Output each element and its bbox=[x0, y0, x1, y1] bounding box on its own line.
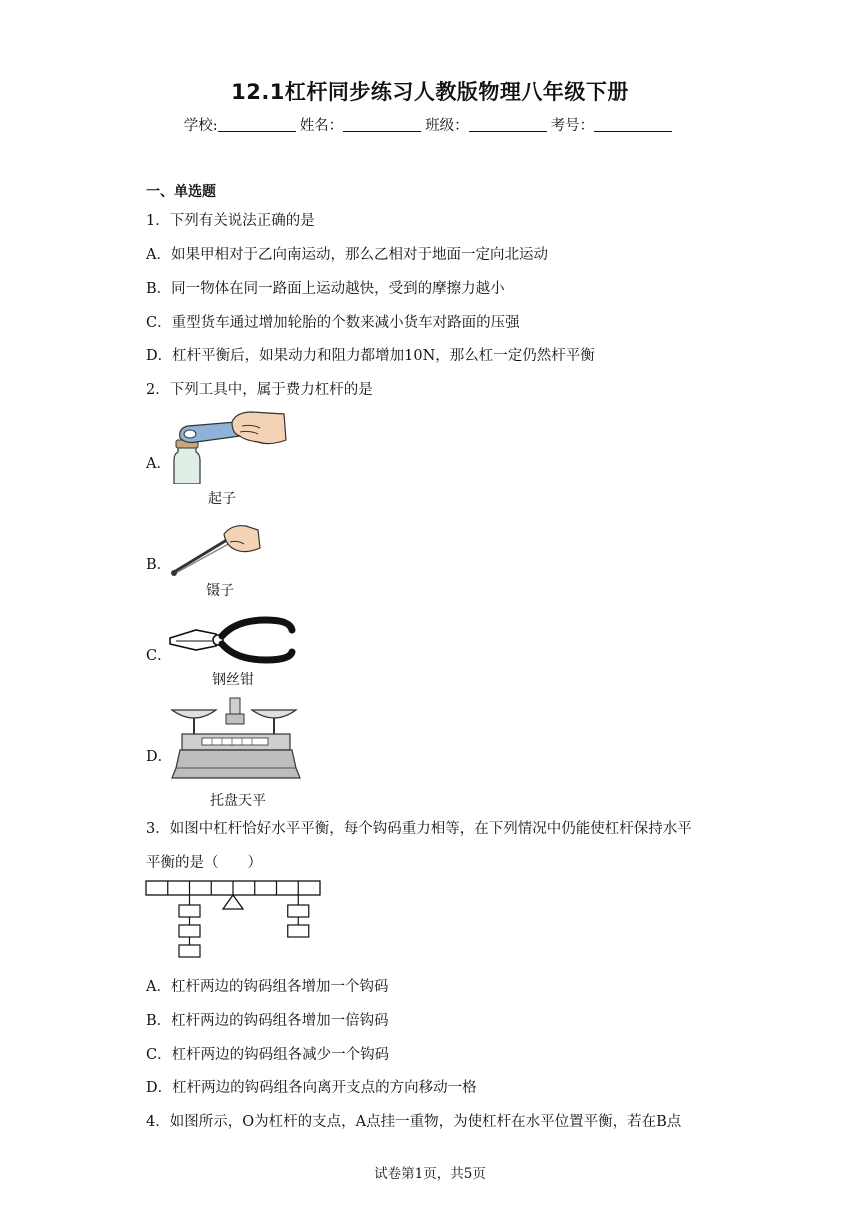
q1-option-b: B．同一物体在同一路面上运动越快，受到的摩擦力越小 bbox=[146, 281, 505, 297]
q3-option-d: D．杠杆两边的钩码组各向离开支点的方向移动一格 bbox=[146, 1080, 477, 1096]
school-blank[interactable] bbox=[218, 117, 296, 132]
q1-option-c: C．重型货车通过增加轮胎的个数来减小货车对路面的压强 bbox=[146, 315, 520, 331]
school-label: 学校: bbox=[183, 118, 218, 134]
name-label: 姓名： bbox=[299, 118, 344, 134]
class-label: 班级： bbox=[425, 118, 469, 134]
bottle-opener-figure bbox=[166, 410, 292, 484]
q3-option-b: B．杠杆两边的钩码组各增加一倍钩码 bbox=[146, 1013, 389, 1029]
q2-option-a-label: A． bbox=[146, 456, 171, 472]
q2-option-b-caption: 镊子 bbox=[206, 583, 234, 599]
balance-figure bbox=[166, 694, 306, 788]
q2-option-a-caption: 起子 bbox=[208, 491, 236, 507]
class-blank[interactable] bbox=[469, 117, 547, 132]
number-label: 考号： bbox=[550, 118, 595, 134]
tweezers-figure bbox=[166, 522, 262, 578]
page-footer: 试卷第1页，共5页 bbox=[374, 1166, 486, 1182]
q3-stem-line2: 平衡的是（ ） bbox=[146, 855, 262, 871]
q1-option-d: D．杠杆平衡后，如果动力和阻力都增加10N，那么杠一定仍然杆平衡 bbox=[146, 348, 595, 364]
q3-stem-line1: 3．如图中杠杆恰好水平平衡，每个钩码重力相等，在下列情况中仍能使杠杆保持水平 bbox=[146, 821, 692, 837]
q4-stem: 4．如图所示，O为杠杆的支点，A点挂一重物，为使杠杆在水平位置平衡，若在B点 bbox=[146, 1114, 682, 1130]
q3-option-c: C．杠杆两边的钩码组各减少一个钩码 bbox=[146, 1047, 390, 1063]
number-blank[interactable] bbox=[594, 117, 672, 132]
q2-option-b-label: B． bbox=[146, 557, 172, 573]
lever-hooks-figure bbox=[145, 879, 323, 963]
student-info-line bbox=[0, 114, 860, 135]
q2-option-c-caption: 钢丝钳 bbox=[212, 672, 254, 688]
q1-stem: 1．下列有关说法正确的是 bbox=[146, 213, 315, 229]
q3-option-a: A．杠杆两边的钩码组各增加一个钩码 bbox=[146, 979, 389, 995]
pliers-figure bbox=[166, 616, 298, 666]
page-title: 12.1杠杆同步练习人教版物理八年级下册 bbox=[231, 80, 629, 104]
q2-option-c-label: C． bbox=[146, 648, 172, 664]
section-heading: 一、单选题 bbox=[146, 184, 216, 200]
name-blank[interactable] bbox=[343, 117, 421, 132]
q1-option-a: A．如果甲相对于乙向南运动，那么乙相对于地面一定向北运动 bbox=[146, 247, 548, 263]
q2-stem: 2．下列工具中，属于费力杠杆的是 bbox=[146, 382, 373, 398]
q2-option-d-label: D． bbox=[146, 749, 173, 765]
q2-option-d-caption: 托盘天平 bbox=[210, 793, 266, 809]
